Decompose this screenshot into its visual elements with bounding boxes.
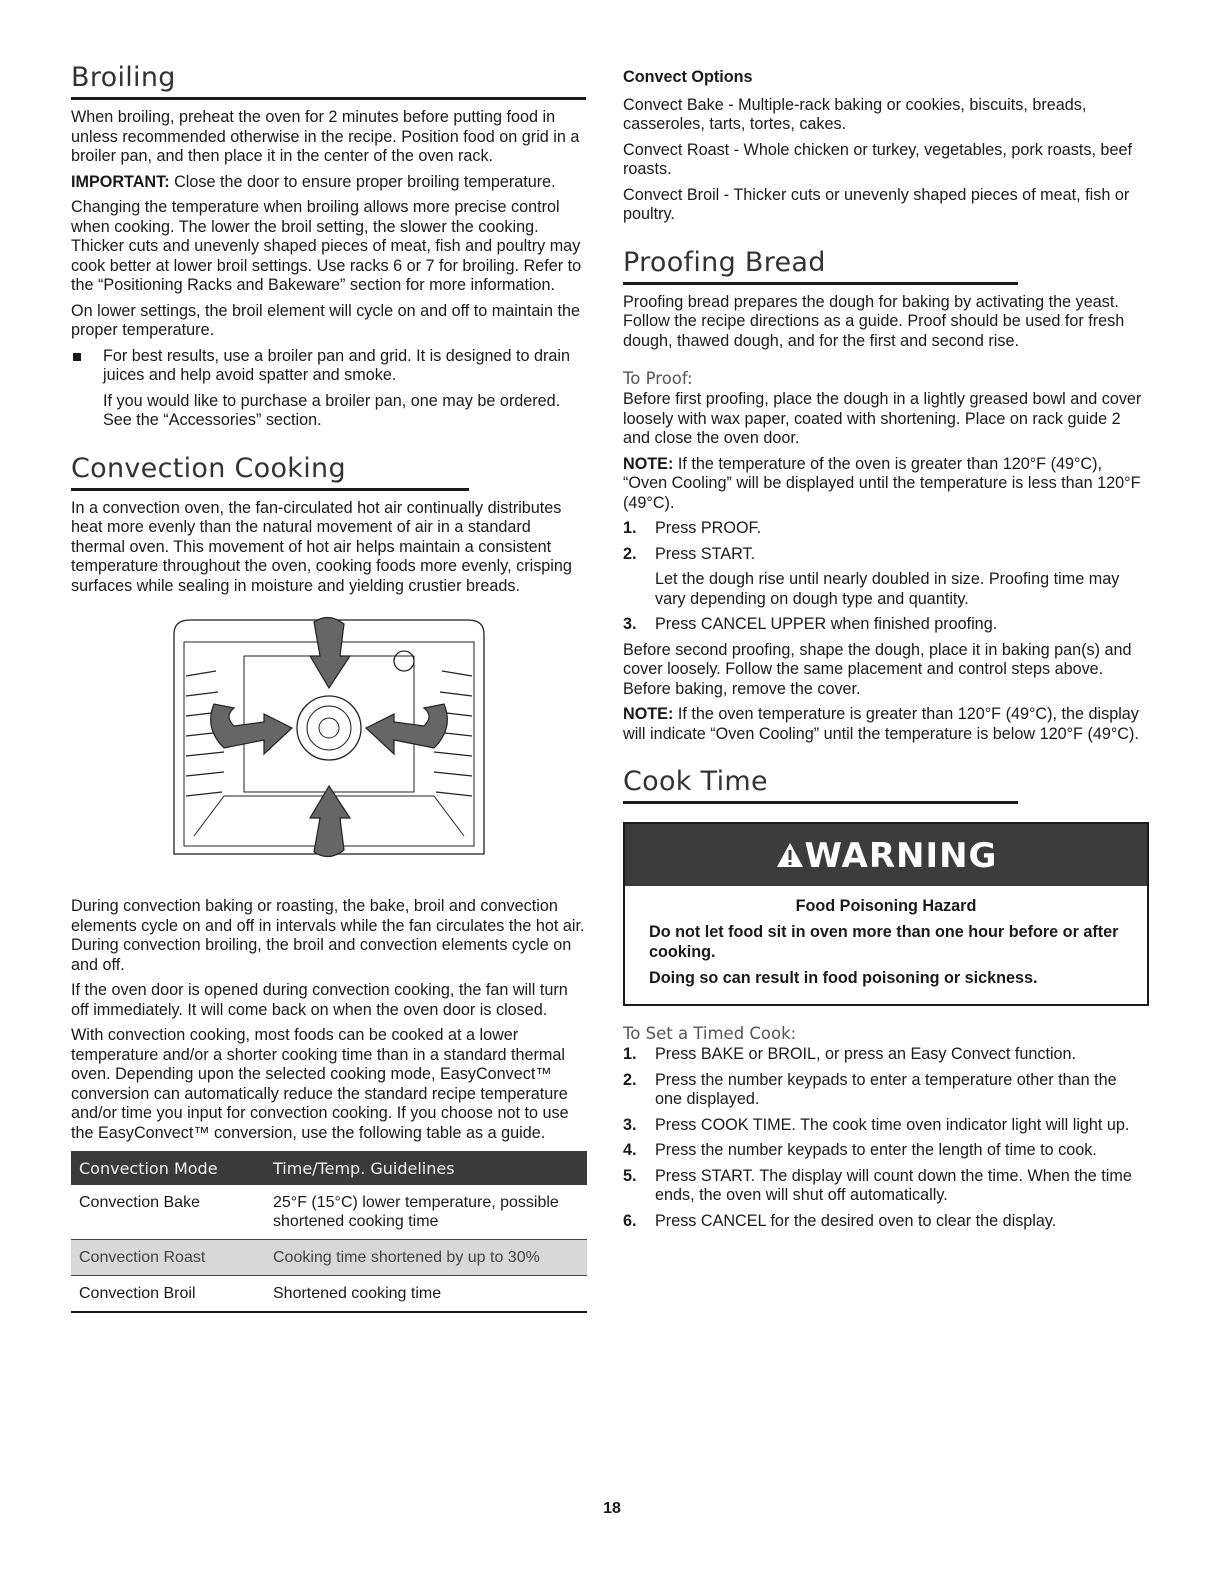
step-number: 2. (623, 544, 637, 563)
convection-heading: Convection Cooking (71, 452, 346, 484)
table-header-mode: Convection Mode (71, 1151, 265, 1185)
cook-time-heading: Cook Time (623, 766, 768, 797)
table-header-guidelines: Time/Temp. Guidelines (265, 1151, 587, 1185)
convection-rule (71, 488, 469, 491)
step-number: 4. (623, 1141, 637, 1159)
proofing-steps-continued (623, 615, 1145, 635)
convect-roast-text: Convect Roast - Whole chicken or turkey, vegetables, pork roasts, beef roasts. (623, 140, 1132, 178)
proofing-note-2 (623, 705, 1145, 744)
convection-paragraph-3: If the oven door is opened during convection cooking, the fan will turn off immediately. It will come back on when the oven door is closed. (71, 981, 568, 1019)
step-number: 5. (623, 1166, 637, 1185)
step-text: Press START. (655, 544, 756, 563)
warning-line-1: Do not let food sit in oven more than one hour before or after cooking. (649, 923, 1119, 961)
cook-time-rule (623, 801, 1018, 804)
convection-guide-table (71, 1151, 587, 1313)
convection-paragraph-2: During convection baking or roasting, the bake, broil and convection elements cycle on and off in intervals while the fan circulates the hot air. During convection broiling, the broil and convection elements cycle on and off. (71, 897, 585, 974)
warning-hazard: Food Poisoning Hazard (795, 897, 977, 915)
airflow-arrow-left (211, 704, 292, 754)
broiling-rule (71, 97, 586, 100)
broiling-bullet (71, 347, 586, 386)
airflow-arrow-top (310, 617, 350, 688)
timed-cook-steps (623, 1045, 1145, 1231)
list-item (623, 545, 1145, 565)
step-number: 1. (623, 519, 637, 537)
warning-body (625, 886, 1147, 1004)
note-label: NOTE: (623, 454, 674, 473)
list-item (623, 519, 1145, 539)
table-cell-mode: Convection Roast (71, 1240, 265, 1276)
list-item (623, 1071, 1145, 1110)
step-text: Press the number keypads to enter a temperature other than the one displayed. (655, 1070, 1117, 1108)
list-item (623, 1045, 1145, 1065)
table-cell-mode: Convection Bake (71, 1185, 265, 1240)
list-item (623, 1212, 1145, 1232)
proofing-rule (623, 282, 1018, 285)
warning-title: WARNING (804, 836, 998, 876)
table-cell-guideline: 25°F (15°C) lower temperature, possible shortened cooking time (265, 1185, 587, 1240)
broiling-important (71, 173, 586, 193)
step-2-note: Let the dough rise until nearly doubled in size. Proofing time may vary depending on dough type and quantity. (655, 570, 1120, 608)
convect-options-heading: Convect Options (623, 68, 753, 86)
note-text: If the temperature of the oven is greater than 120°F (49°C), “Oven Cooling” will be displayed until the temperature is less than 120°F (49°C). (623, 454, 1141, 512)
page-number: 18 (603, 1500, 621, 1517)
list-item (623, 615, 1145, 635)
warning-line-2: Doing so can result in food poisoning or sickness. (649, 969, 1038, 987)
broiling-bullet-note: If you would like to purchase a broiler pan, one may be ordered. See the “Accessories” section. (103, 391, 561, 429)
table-cell-guideline: Shortened cooking time (265, 1276, 587, 1313)
broiling-paragraph-2: Changing the temperature when broiling allows more precise control when cooking. The lower the broil setting, the slower the cooking. Thicker cuts and unevenly shaped pieces of meat, fish and poultry may cook better at lower broil settings. Use racks 6 or 7 for broiling. Refer to the “Positioning Racks and Bakeware” section for more information. (71, 198, 582, 294)
step-text: Press CANCEL UPPER when finished proofing. (655, 615, 998, 633)
convect-bake-text: Convect Bake - Multiple-rack baking or cookies, biscuits, breads, casseroles, tarts, tortes, cakes. (623, 95, 1087, 133)
step-number: 1. (623, 1045, 637, 1063)
convection-paragraph-4: With convection cooking, most foods can be cooked at a lower temperature and/or a shorter cooking time than in a standard thermal oven. Depending upon the selected cooking mode, EasyConvect™ conversion can automatically reduce the standard recipe temperature and/or time you input for convection cooking. If you choose not to use the EasyConvect™ conversion, use the following table as a guide. (71, 1026, 569, 1142)
note-text: If the oven temperature is greater than 120°F (49°C), the display will indicate “Oven Cooling” until the temperature is below 120°F (49°C). (623, 705, 1139, 743)
note-label: NOTE: (623, 705, 674, 723)
proofing-paragraph-2: Before first proofing, place the dough in a lightly greased bowl and cover loosely with wax paper, coated with shortening. Place on rack guide 2 and close the oven door. (623, 390, 1142, 447)
table-row (71, 1240, 587, 1276)
step-number: 6. (623, 1211, 637, 1230)
step-text: Press COOK TIME. The cook time oven indicator light will light up. (655, 1115, 1130, 1134)
oven-convection-illustration (164, 616, 494, 866)
proofing-steps (623, 519, 1145, 564)
step-number: 3. (623, 615, 637, 633)
step-number: 3. (623, 1115, 637, 1134)
broiling-paragraph-3: On lower settings, the broil element will cycle on and off to maintain the proper temperature. (71, 301, 580, 339)
airflow-arrow-right (366, 704, 447, 754)
table-cell-mode: Convection Broil (71, 1276, 265, 1313)
to-proof-subheading: To Proof: (623, 369, 693, 388)
list-item (623, 1116, 1145, 1136)
convect-broil-text: Convect Broil - Thicker cuts or unevenly shaped pieces of meat, fish or poultry. (623, 185, 1130, 223)
proofing-heading: Proofing Bread (623, 246, 826, 278)
step-text: Press PROOF. (655, 519, 762, 537)
step-text: Press START. The display will count down the time. When the time ends, the oven will shut off automatically. (655, 1166, 1132, 1204)
broiling-bullets (71, 347, 586, 386)
timed-cook-subheading: To Set a Timed Cook: (623, 1024, 797, 1043)
broiling-heading: Broiling (71, 62, 176, 93)
table-row (71, 1276, 587, 1313)
oven-light (394, 651, 414, 671)
table-cell-guideline: Cooking time shortened by up to 30% (265, 1240, 587, 1276)
proofing-note-1 (623, 455, 1145, 514)
important-text: Close the door to ensure proper broiling temperature. (169, 172, 556, 191)
list-item (623, 1167, 1145, 1206)
right-column (623, 68, 1145, 1237)
step-text: Press CANCEL for the desired oven to clear the display. (655, 1211, 1057, 1230)
broiling-paragraph-1: When broiling, preheat the oven for 2 minutes before putting food in unless recommended otherwise in the recipe. Position food on grid in a broiler pan, and then place it in the center of the oven rack. (71, 108, 580, 165)
step-text: Press BAKE or BROIL, or press an Easy Convect function. (655, 1045, 1077, 1063)
square-bullet-icon (73, 353, 81, 361)
proofing-paragraph-1: Proofing bread prepares the dough for baking by activating the yeast. Follow the recipe directions as a guide. Proof should be used for fresh dough, thawed dough, and for the first and second rise. (623, 292, 1125, 350)
left-column (71, 62, 586, 1313)
warning-box (623, 822, 1149, 1006)
convection-paragraph-1: In a convection oven, the fan-circulated hot air continually distributes heat more evenly than the natural movement of air in a standard thermal oven. This movement of hot air helps maintain a consistent temperature throughout the oven, cooking foods more evenly, crisping surfaces while sealing in moisture and yielding crustier breads. (71, 498, 572, 595)
list-item (623, 1141, 1145, 1161)
important-label: IMPORTANT: (71, 172, 170, 191)
warning-header (625, 824, 1147, 886)
warning-triangle-icon (775, 841, 805, 869)
airflow-arrow-bottom (310, 786, 350, 857)
broiling-bullet-text: For best results, use a broiler pan and grid. It is designed to drain juices and help avoid spatter and smoke. (103, 346, 570, 384)
proofing-paragraph-3: Before second proofing, shape the dough, place it in baking pan(s) and cover loosely. Follow the same placement and control steps above. Before baking, remove the cover. (623, 640, 1132, 698)
step-text: Press the number keypads to enter the length of time to cook. (655, 1141, 1097, 1159)
table-header-row (71, 1151, 587, 1185)
table-row (71, 1185, 587, 1240)
step-number: 2. (623, 1070, 637, 1089)
